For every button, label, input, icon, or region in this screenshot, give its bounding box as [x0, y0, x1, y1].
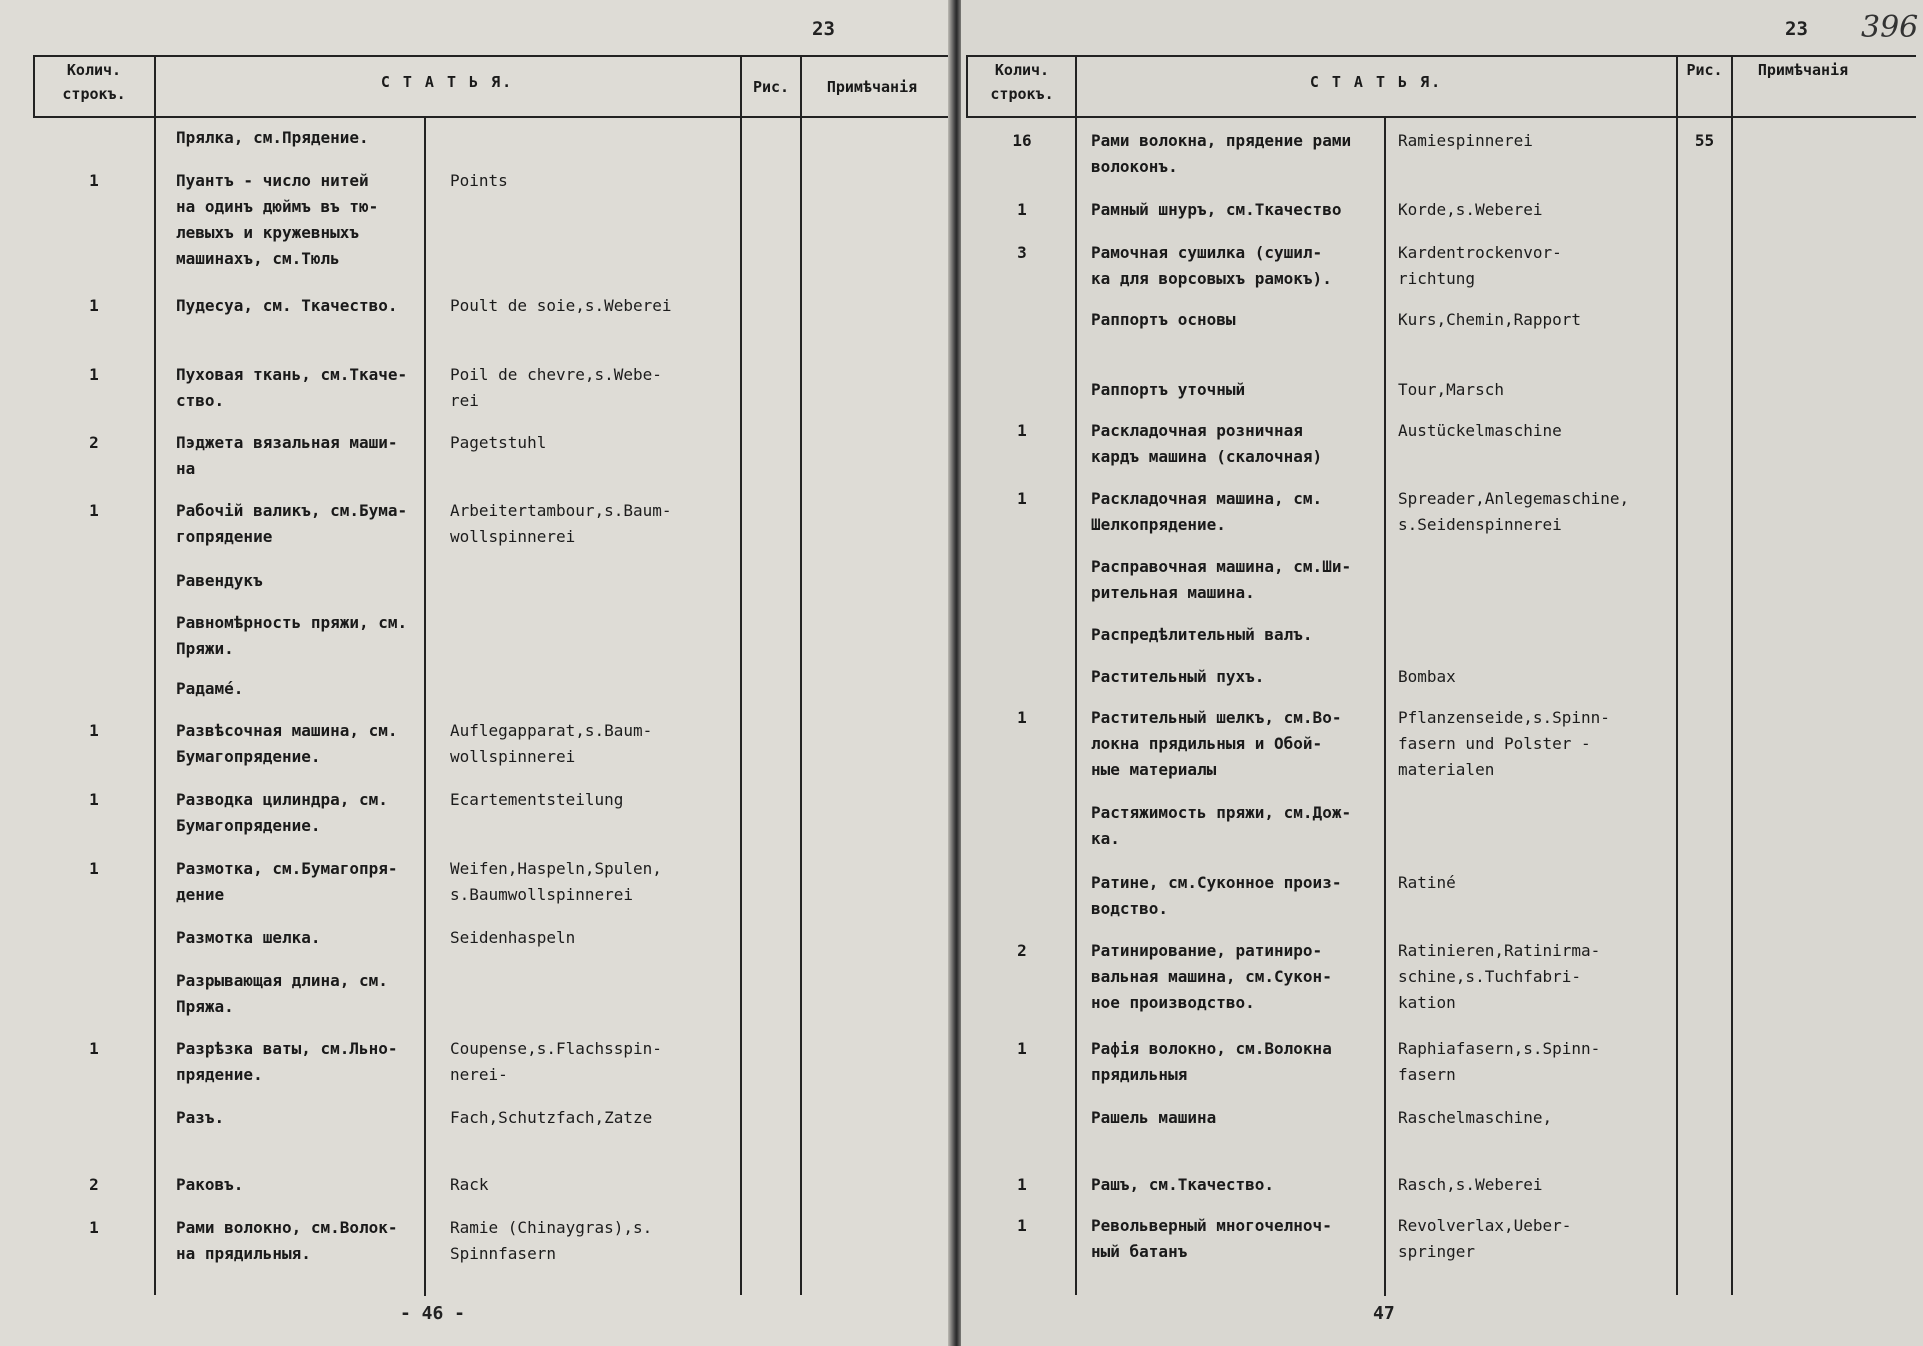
german-term: Weifen,Haspeln,Spulen, s.Baumwollspinnerei — [450, 859, 662, 904]
russian-term: Раковъ. — [176, 1175, 244, 1194]
german-term: Poil de chevre,s.Webe- rei — [450, 365, 662, 410]
header-bottom-border — [33, 116, 948, 118]
column-divider — [1075, 55, 1077, 1295]
german-term: Tour,Marsch — [1398, 380, 1504, 399]
russian-term: Рашъ, см.Ткачество. — [1091, 1175, 1275, 1194]
german-term: Ramiespinnerei — [1398, 131, 1533, 150]
russian-term: Рами волокна, прядение рами волоконъ. — [1091, 131, 1352, 176]
russian-term: Размотка шелка. — [176, 928, 321, 947]
russian-term: Прялка, см.Прядение. — [176, 128, 369, 147]
german-term: Austückelmaschine — [1398, 421, 1562, 440]
russian-term: Рашель машина — [1091, 1108, 1217, 1127]
figure-number: 55 — [1694, 131, 1715, 150]
left-page — [0, 0, 955, 1346]
line-count: 1 — [89, 1218, 99, 1237]
russian-term: Равномѣрность пряжи, см. Пряжи. — [176, 613, 408, 658]
russian-term: Рами волокно, см.Волок- на прядильныя. — [176, 1218, 398, 1263]
line-count: 1 — [89, 296, 99, 315]
line-count: 2 — [89, 1175, 99, 1194]
german-term: Pflanzenseide,s.Spinn- fasern und Polster - materialen — [1398, 708, 1610, 779]
russian-term: Рафія волокно, см.Волокна прядильныя — [1091, 1039, 1332, 1084]
table-top-border — [33, 55, 948, 57]
russian-term: Растяжимость пряжи, см.Дож- ка. — [1091, 803, 1352, 848]
russian-term: Пэджета вязальная маши- на — [176, 433, 398, 478]
russian-term: Растительный шелкъ, см.Во- локна прядильныя и Обой- ные материалы — [1091, 708, 1342, 779]
column-divider — [800, 55, 802, 1295]
line-count: 1 — [1017, 200, 1027, 219]
russian-term: Раскладочная розничная кардъ машина (скалочная) — [1091, 421, 1323, 466]
german-term: Kardentrockenvor- richtung — [1398, 243, 1562, 288]
line-count: 2 — [89, 433, 99, 452]
column-divider — [740, 55, 742, 1295]
russian-term: Развѣсочная машина, см. Бумагопрядение. — [176, 721, 398, 766]
line-count: 1 — [1017, 489, 1027, 508]
russian-term: Ратине, см.Суконное произ- водство. — [1091, 873, 1342, 918]
header-count: Колич. строкъ. — [990, 61, 1054, 103]
column-divider — [1676, 55, 1678, 1295]
german-term: Ramie (Chinaygras),s. Spinnfasern — [450, 1218, 653, 1263]
header-notes: Примѣчанія — [826, 78, 918, 96]
header-article: С Т А Т Ь Я. — [380, 73, 514, 91]
german-term: Raschelmaschine, — [1398, 1108, 1553, 1127]
russian-term: Растительный пухъ. — [1091, 667, 1265, 686]
russian-term: Распредѣлительный валъ. — [1091, 625, 1313, 644]
german-term: Revolverlax,Ueber- springer — [1398, 1216, 1572, 1261]
russian-term: Раппортъ уточный — [1091, 380, 1246, 399]
right-page — [961, 0, 1923, 1346]
line-count: 2 — [1017, 941, 1027, 960]
header-bottom-border — [966, 116, 1916, 118]
page-footer: - 46 - — [400, 1303, 466, 1324]
column-divider — [154, 55, 156, 1295]
line-count: 1 — [89, 790, 99, 809]
german-term: Seidenhaspeln — [450, 928, 576, 947]
line-count: 1 — [1017, 421, 1027, 440]
header-fig: Рис. — [752, 78, 790, 96]
german-term: Points — [450, 171, 508, 190]
line-count: 1 — [1017, 1039, 1027, 1058]
line-count: 1 — [89, 365, 99, 384]
german-term: Ecartementsteilung — [450, 790, 624, 809]
line-count: 1 — [1017, 1175, 1027, 1194]
line-count: 1 — [89, 1039, 99, 1058]
russian-term: Разводка цилиндра, см. Бумагопрядение. — [176, 790, 388, 835]
german-term: Ratinieren,Ratinirma- schine,s.Tuchfabri- kation — [1398, 941, 1601, 1012]
page-footer: 47 — [1373, 1303, 1395, 1324]
line-count: 1 — [89, 501, 99, 520]
russian-term: Разъ. — [176, 1108, 225, 1127]
russian-term: Расправочная машина, см.Ши- рительная машина. — [1091, 557, 1352, 602]
column-divider — [1384, 116, 1386, 1296]
german-term: Rack — [450, 1175, 489, 1194]
russian-term: Пуантъ - число нитей на одинъ дюймъ въ тю- левыхъ и кружевныхъ машинахъ, см.Тюль — [176, 171, 379, 268]
russian-term: Равендукъ — [176, 571, 263, 590]
german-term: Arbeitertambour,s.Baum- wollspinnerei — [450, 501, 672, 546]
russian-term: Раскладочная машина, см. Шелкопрядение. — [1091, 489, 1323, 534]
handwritten-number: 396 — [1861, 10, 1919, 45]
page-number: 23 — [812, 18, 835, 40]
table-top-border — [966, 55, 1916, 57]
russian-term: Рамочная сушилка (сушил- ка для ворсовыхъ рамокъ). — [1091, 243, 1332, 288]
german-term: Raphiafasern,s.Spinn- fasern — [1398, 1039, 1601, 1084]
russian-term: Рабочій валикъ, см.Бума- гопрядение — [176, 501, 408, 546]
column-divider — [1731, 55, 1733, 1295]
german-term: Coupense,s.Flachsspin- nerei- — [450, 1039, 662, 1084]
russian-term: Пудесуа, см. Ткачество. — [176, 296, 398, 315]
russian-term: Рамный шнуръ, см.Ткачество — [1091, 200, 1342, 219]
line-count: 1 — [1017, 1216, 1027, 1235]
page-number: 23 — [1785, 18, 1808, 40]
russian-term: Разрывающая длина, см. Пряжа. — [176, 971, 388, 1016]
column-divider — [424, 116, 426, 1296]
german-term: Auflegapparat,s.Baum- wollspinnerei — [450, 721, 653, 766]
german-term: Bombax — [1398, 667, 1456, 686]
line-count: 1 — [89, 859, 99, 878]
line-count: 1 — [1017, 708, 1027, 727]
german-term: Ratiné — [1398, 873, 1456, 892]
line-count: 1 — [89, 721, 99, 740]
russian-term: Размотка, см.Бумагопря- дение — [176, 859, 398, 904]
german-term: Rasch,s.Weberei — [1398, 1175, 1543, 1194]
russian-term: Пуховая ткань, см.Ткаче- ство. — [176, 365, 408, 410]
table-left-border — [966, 55, 968, 117]
table-left-border — [33, 55, 35, 117]
line-count: 1 — [89, 171, 99, 190]
russian-term: Раппортъ основы — [1091, 310, 1236, 329]
german-term: Pagetstuhl — [450, 433, 547, 452]
header-article: С Т А Т Ь Я. — [1309, 73, 1443, 91]
russian-term: Ратинирование, ратиниро- вальная машина, см.Сукон- ное производство. — [1091, 941, 1332, 1012]
header-count: Колич. строкъ. — [62, 61, 126, 103]
german-term: Korde,s.Weberei — [1398, 200, 1543, 219]
russian-term: Револьверный многочелноч- ный батанъ — [1091, 1216, 1332, 1261]
line-count: 16 — [1012, 131, 1032, 150]
header-notes: Примѣчанія — [1757, 61, 1849, 79]
russian-term: Радамé. — [176, 679, 244, 698]
german-term: Poult de soie,s.Weberei — [450, 296, 672, 315]
german-term: Fach,Schutzfach,Zatze — [450, 1108, 653, 1127]
russian-term: Разрѣзка ваты, см.Льно- прядение. — [176, 1039, 398, 1084]
header-fig: Рис. — [1686, 61, 1723, 79]
line-count: 3 — [1017, 243, 1027, 262]
german-term: Kurs,Chemin,Rapport — [1398, 310, 1582, 329]
german-term: Spreader,Anlegemaschine, s.Seidenspinnerei — [1398, 489, 1630, 534]
